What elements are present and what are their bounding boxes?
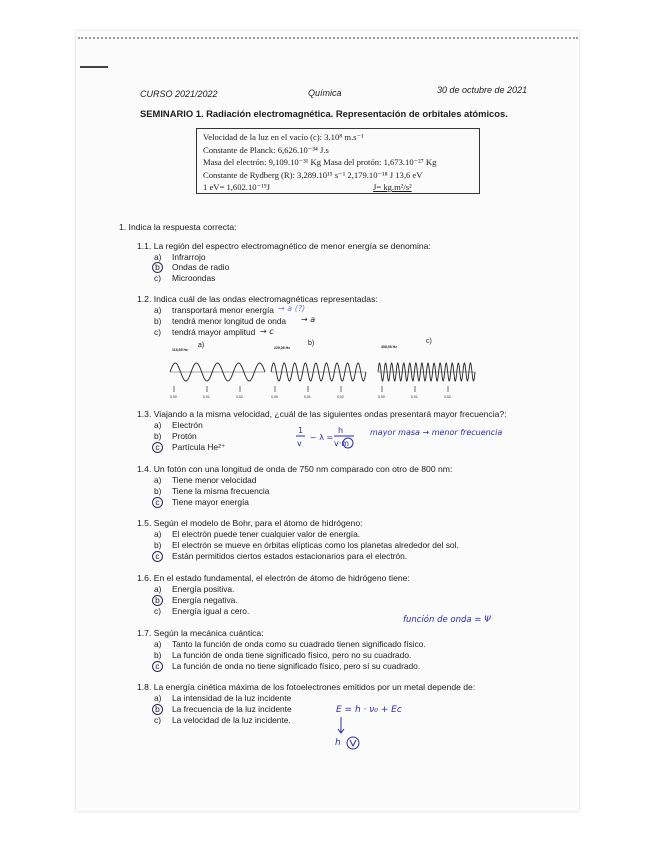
option-1-8-c: c) La velocidad de la luz incidente. (154, 715, 291, 725)
option-1-4-a: a) Tiene menor velocidad (154, 475, 257, 485)
option-1-4-b: b) Tiene la misma frecuencia (154, 486, 270, 496)
option-1-2-b: b) tendrá menor longitud de onda (154, 316, 287, 326)
wave-tick-label: 0,00 (378, 395, 385, 399)
wave-freq-b: 229,06 Hz (274, 346, 290, 350)
answer-circle-icon: c (152, 497, 163, 508)
option-1-1-c: c) Microondas (154, 273, 216, 283)
handwritten-note-1-7: función de onda = Ψ (403, 615, 491, 625)
section-heading: 1. Indica la respuesta correcta: (119, 222, 237, 232)
answer-circle-icon: b (152, 595, 163, 606)
handwritten-note-1-2-c: → c (260, 327, 274, 336)
option-1-5-a: a) El electrón puede tener cualquier valor de energía. (154, 529, 361, 539)
answer-circle-icon: c (152, 661, 163, 672)
handwritten-note-1-3: mayor masa → menor frecuencia (370, 428, 503, 437)
wave-freq-a: 116,59 Hz (172, 348, 188, 352)
wave-freq-c: 408,06 Hz (381, 345, 397, 349)
option-1-7-c: c La función de onda no tiene significado físico, pero sí su cuadrado. (154, 661, 420, 672)
option-1-7-b: b) La función de onda tiene significado físico, pero no su cuadrado. (154, 650, 412, 660)
wave-label-b: b) (308, 340, 315, 347)
handwritten-note-1-2-a: → a (?) (278, 304, 306, 313)
wave-tick-label: 0,01 (411, 395, 418, 399)
option-1-8-a: a) La intensidad de la luz incidente (154, 693, 292, 703)
wave-tick-label: 0,02 (337, 395, 344, 399)
constant-planck: Constante de Planck: 6,626.10⁻³⁴ J.s (203, 144, 329, 155)
wave-label-c: c) (426, 338, 432, 345)
ev-conversion: 1 eV= 1,602.10⁻¹⁹J (203, 182, 270, 192)
option-1-5-b: b) El electrón se mueve en órbitas elípticas como los planetas alrededor del sol. (154, 540, 459, 550)
course-label: CURSO 2021/2022 (140, 89, 218, 99)
wave-tick-label: 0,02 (236, 395, 243, 399)
option-1-3-a: a) Electrón (154, 420, 203, 430)
option-1-6-c: c) Energía igual a cero. (154, 606, 250, 616)
question-1-2: 1.2. Indica cuál de las ondas electromagnéticas representadas: (137, 294, 378, 304)
answer-circle-icon: c (152, 551, 163, 562)
option-1-3-c: c Partícula He²⁺ (154, 442, 225, 453)
svg-text:v: v (297, 439, 302, 448)
option-1-3-b: b) Protón (154, 431, 197, 441)
joule-units: J= kg.m²/s² (373, 182, 412, 192)
wave-tick-label: 0,02 (444, 395, 451, 399)
option-1-5-c: c Están permitidos ciertos estados estacionarios para el electrón. (154, 551, 407, 562)
subject-label: Química (308, 88, 342, 98)
circled-nu-icon (346, 735, 362, 751)
question-1-4: 1.4. Un fotón con una longitud de onda de 750 nm comparado con otro de 800 nm: (137, 464, 453, 474)
constant-rydberg: Constante de Rydberg (R): 3,289.10¹⁵ s⁻¹ 2,179.10⁻¹⁸ J 13,6 eV (203, 169, 423, 180)
date-label: 30 de octubre de 2021 (437, 85, 528, 95)
constant-speed-of-light: Velocidad de la luz en el vacío (c): 3.10⁸ m.s⁻¹ (203, 132, 364, 142)
svg-text:1: 1 (298, 426, 304, 435)
option-1-6-b: b Energía negativa. (154, 595, 238, 606)
handwritten-note-1-8: h (335, 738, 341, 748)
svg-text:~ λ =: ~ λ = (310, 433, 334, 442)
svg-text:v·m: v·m (334, 439, 350, 448)
svg-text:h: h (338, 426, 344, 435)
handwritten-note-1-2-b: → a (301, 315, 316, 324)
wave-tick-label: 0,00 (271, 395, 278, 399)
option-1-6-a: a) Energía positiva. (154, 584, 235, 594)
option-1-2-a: a) transportará menor energía (154, 305, 274, 315)
wave-tick-label: 0,01 (203, 395, 210, 399)
option-1-7-a: a) Tanto la función de onda como su cuadrado tienen significado físico. (154, 639, 426, 649)
question-1-8: 1.8. La energía cinética máxima de los fotoelectrones emitidos por un metal depende de: (137, 682, 476, 692)
constant-masses: Masa del electrón: 9,109.10⁻³¹ Kg Masa del protón: 1,673.10⁻²⁷ Kg (203, 157, 437, 167)
option-1-1-a: a) Infrarrojo (154, 252, 206, 262)
option-1-2-c: c) tendrá mayor amplitud (154, 327, 256, 337)
question-1-7: 1.7. Según la mecánica cuántica: (137, 628, 264, 638)
option-1-4-c: c Tiene mayor energía (154, 497, 249, 508)
question-1-5: 1.5. Según el modelo de Bohr, para el átomo de hidrógeno: (137, 518, 363, 528)
answer-circle-icon: b (152, 704, 163, 715)
question-1-3: 1.3. Viajando a la misma velocidad, ¿cuál de las siguientes ondas presentará mayor frecuencia?: (137, 409, 507, 419)
question-1-1: 1.1. La región del espectro electromagnético de menor energía se denomina: (137, 241, 431, 251)
wave-label-a: a) (198, 342, 205, 349)
answer-circle-icon: c (152, 442, 163, 453)
handwritten-formula-1-8: E = h · ν₀ + Ec (336, 705, 402, 715)
question-1-6: 1.6. En el estado fundamental, el electrón de átomo de hidrógeno tiene: (137, 573, 410, 583)
option-1-8-b: b La frecuencia de la luz incidente (154, 704, 292, 715)
wave-tick-label: 0,00 (170, 395, 177, 399)
option-1-1-b: b Ondas de radio (154, 262, 229, 273)
answer-circle-icon: b (152, 262, 163, 273)
page-title: SEMINARIO 1. Radiación electromagnética. Representación de orbitales atómicos. (140, 108, 508, 119)
handwritten-formula-icon (296, 424, 366, 454)
wave-tick-label: 0,01 (304, 395, 311, 399)
